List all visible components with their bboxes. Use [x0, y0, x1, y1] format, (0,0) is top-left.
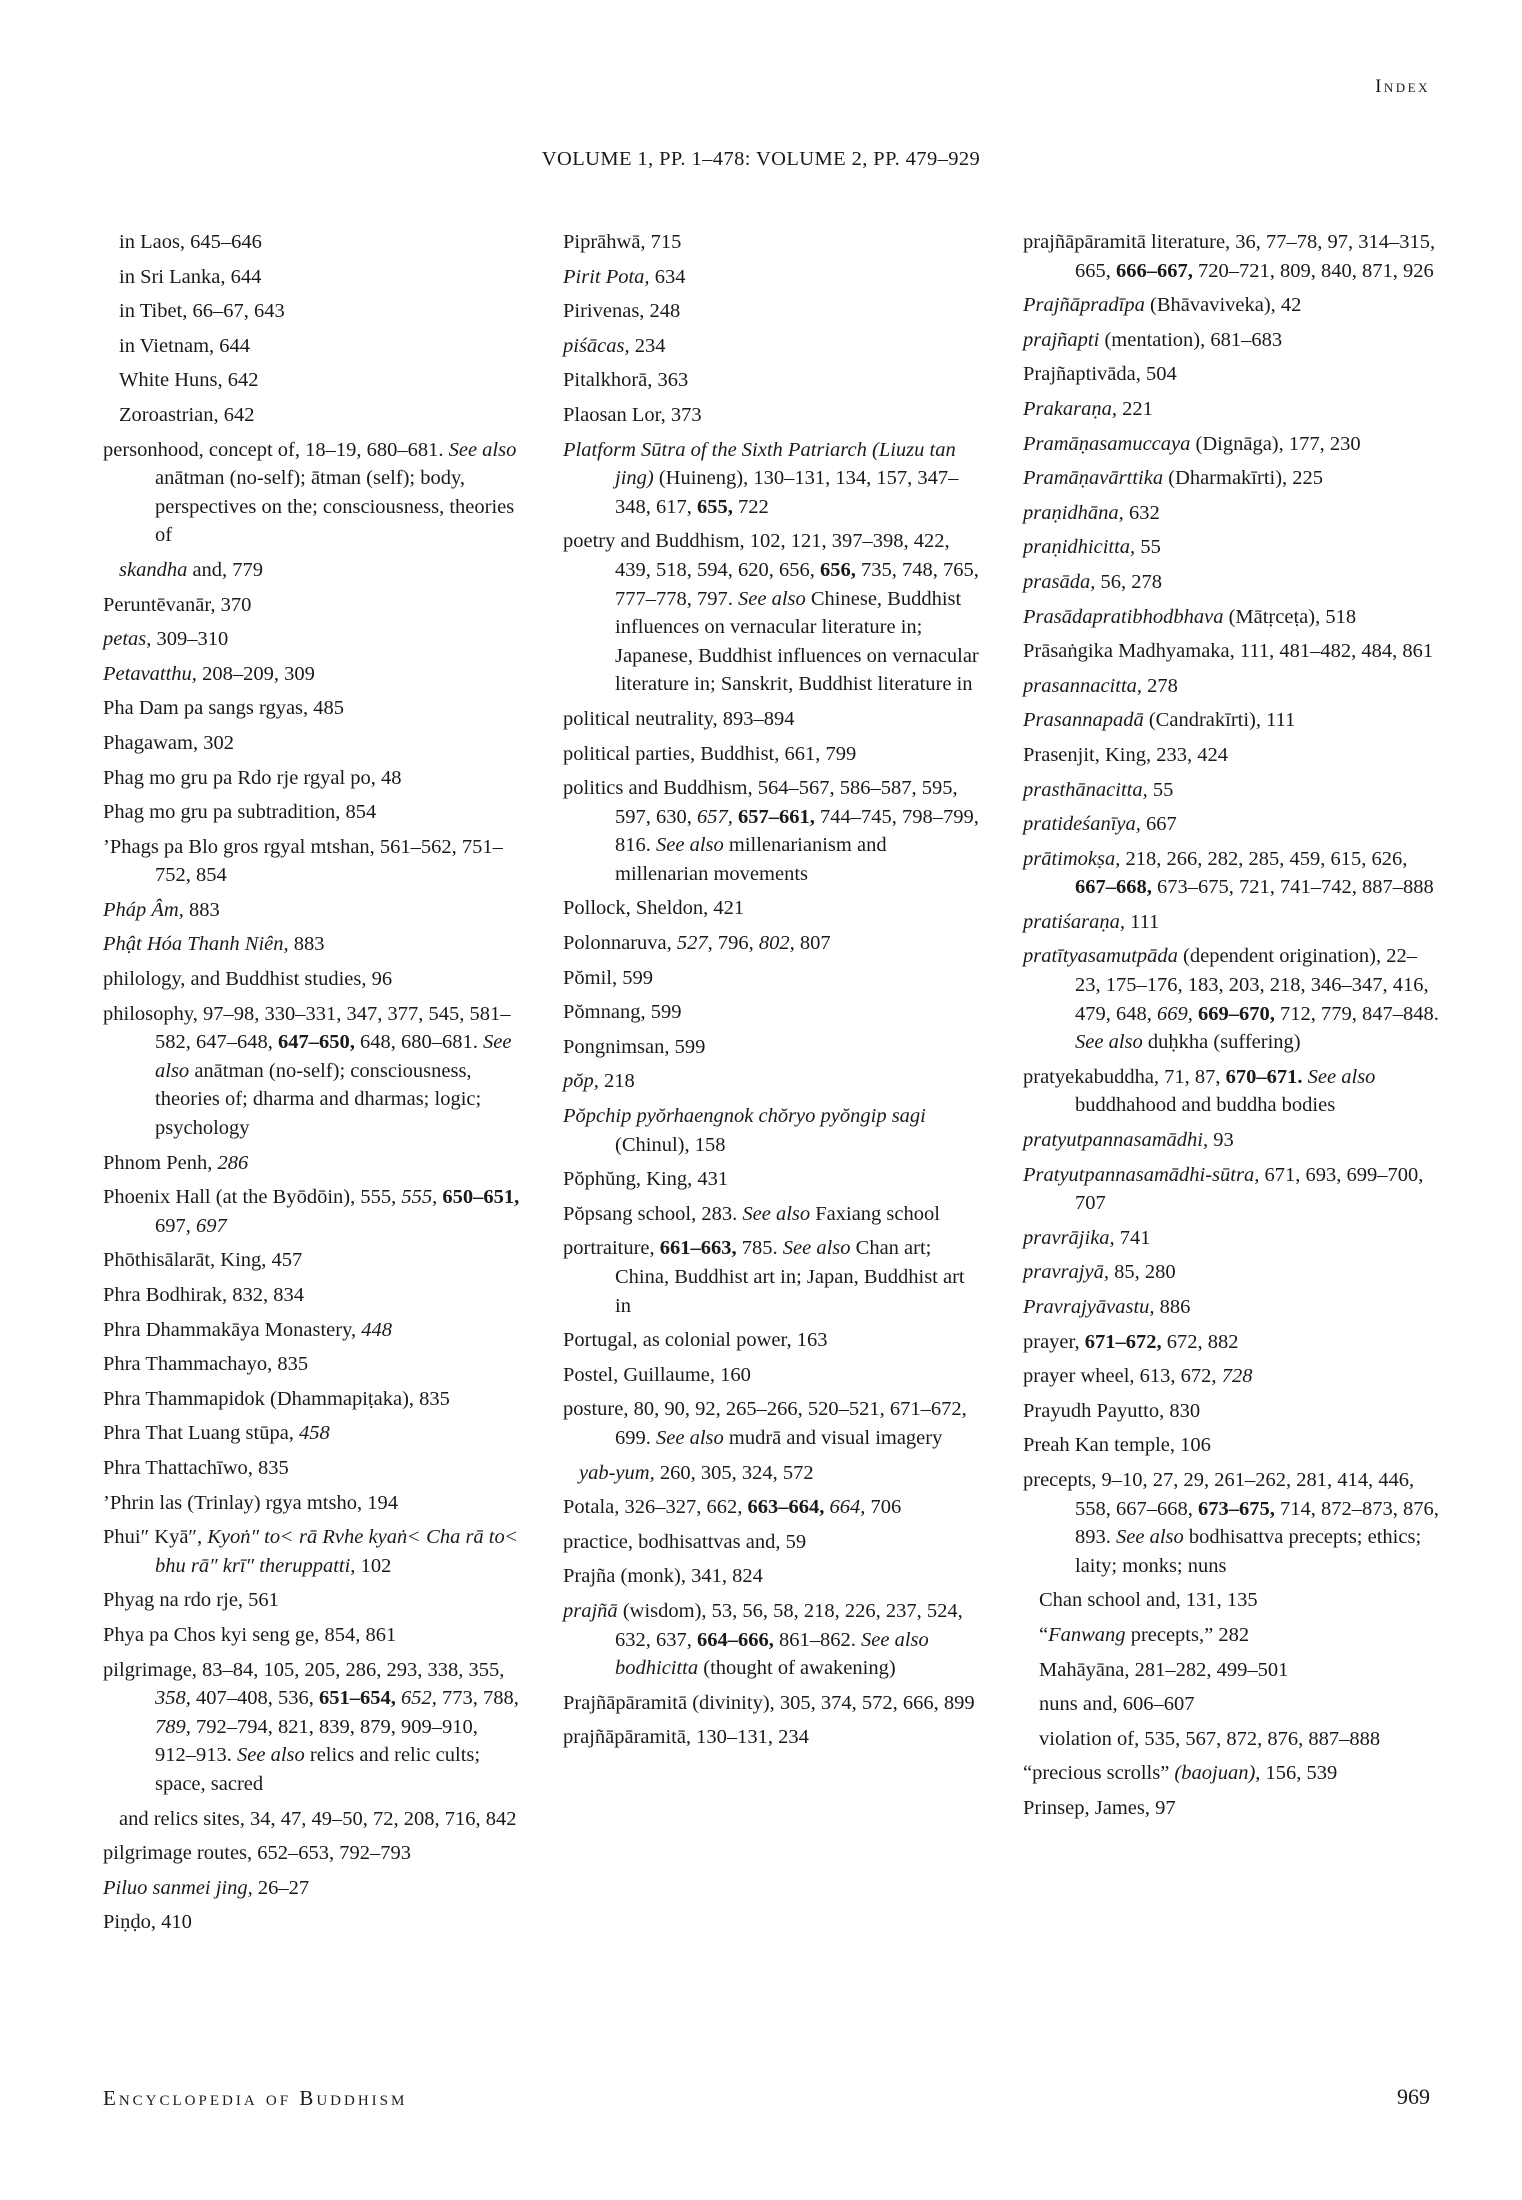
- running-header: Index: [1375, 76, 1430, 97]
- index-entry: Potala, 326–327, 662, 663–664, 664, 706: [563, 1496, 902, 1519]
- index-entry: praṇidhāna, 632: [1023, 501, 1160, 524]
- index-entry: Pŏpsang school, 283. See also Faxiang school: [563, 1202, 940, 1225]
- index-entry: pratideśanīya, 667: [1023, 813, 1177, 836]
- index-entry: portraiture, 661–663, 785. See also Chan art; China, Buddhist art in; Japan, Buddhist art in: [563, 1237, 965, 1317]
- index-entry: Peruntēvanār, 370: [103, 593, 252, 616]
- index-entry: pilgrimage routes, 652–653, 792–793: [103, 1842, 412, 1865]
- index-entry: Pramāṇasamuccaya (Dignāga), 177, 230: [1023, 432, 1361, 455]
- index-entry: Prayudh Payutto, 830: [1023, 1399, 1201, 1422]
- index-entry: Prasenjit, King, 233, 424: [1023, 743, 1228, 766]
- index-entry: philosophy, 97–98, 330–331, 347, 377, 545, 581–582, 647–648, 647–650, 648, 680–681. See also anātman (no-self); consciousness, theories of; dharma and dharmas; logic; psychology: [103, 1002, 512, 1140]
- index-subentry: in Sri Lanka, 644: [119, 265, 262, 288]
- index-entry: Preah Kan temple, 106: [1023, 1434, 1211, 1457]
- index-subentry: skandha and, 779: [119, 558, 264, 581]
- index-entry: Phra Thammapidok (Dhammapiṭaka), 835: [103, 1387, 450, 1410]
- index-entry: prajñāpāramitā literature, 36, 77–78, 97, 314–315, 665, 666–667, 720–721, 809, 840, 871, 926: [1023, 231, 1436, 282]
- index-entry: Phra Thattachīwo, 835: [103, 1456, 289, 1479]
- index-entry: Pŏmil, 599: [563, 966, 653, 989]
- index-entry: Pitalkhorā, 363: [563, 369, 689, 392]
- index-entry: Pollock, Sheldon, 421: [563, 897, 745, 920]
- index-subentry: Chan school and, 131, 135: [1039, 1589, 1258, 1612]
- index-entry: political neutrality, 893–894: [563, 707, 795, 730]
- index-entry: Phra That Luang stūpa, 458: [103, 1422, 330, 1445]
- index-entry: politics and Buddhism, 564–567, 586–587, 595, 597, 630, 657, 657–661, 744–745, 798–799, 816. See also millenarianism and millenarian movements: [563, 777, 979, 885]
- index-entry: ’Phags pa Blo gros rgyal mtshan, 561–562, 751–752, 854: [103, 835, 503, 887]
- index-entry: political parties, Buddhist, 661, 799: [563, 742, 857, 765]
- index-entry: philology, and Buddhist studies, 96: [103, 968, 393, 991]
- index-entry: piśācas, 234: [563, 334, 666, 357]
- index-entry: Phag mo gru pa Rdo rje rgyal po, 48: [103, 766, 402, 789]
- index-entry: petas, 309–310: [103, 628, 229, 651]
- index-entry: Prajñāpradīpa (Bhāvaviveka), 42: [1023, 294, 1302, 317]
- index-entry: Phra Bodhirak, 832, 834: [103, 1284, 304, 1306]
- index-entry: prayer wheel, 613, 672, 728: [1023, 1365, 1253, 1388]
- index-entry: Pŏphŭng, King, 431: [563, 1168, 729, 1191]
- index-entry: precepts, 9–10, 27, 29, 261–262, 281, 414, 446, 558, 667–668, 673–675, 714, 872–873, 876, 893. See also bodhisattva precepts; ethics; laity; monks; nuns: [1023, 1468, 1439, 1577]
- index-entry: poetry and Buddhism, 102, 121, 397–398, 422, 439, 518, 594, 620, 656, 656, 735, 748, 765, 777–778, 797. See also Chinese, Buddhist influences on vernacular literature in; Japanese, Buddhist influences on vernacular literature in; Sanskrit, Buddhist literature in: [563, 530, 979, 696]
- index-entry: Prajñāpāramitā (divinity), 305, 374, 572, 666, 899: [563, 1691, 975, 1714]
- index-entry: pŏp, 218: [563, 1070, 635, 1093]
- index-entry: Pháp Âm, 883: [103, 898, 220, 921]
- index-entry: Pravrajyāvastu, 886: [1023, 1296, 1191, 1318]
- index-column-1: [103, 228, 521, 1943]
- index-entry: pratītyasamutpāda (dependent origination), 22–23, 175–176, 183, 203, 218, 346–347, 416, 479, 648, 669, 669–670, 712, 779, 847–848. See also duḥkha (suffering): [1023, 945, 1439, 1054]
- book-title-footer: Encyclopedia of Buddhism: [103, 2086, 408, 2110]
- index-entry: pratyutpannasamādhi, 93: [1023, 1129, 1234, 1152]
- index-entry: Prasannapadā (Candrakīrti), 111: [1023, 709, 1296, 732]
- index-entry: prajñapti (mentation), 681–683: [1023, 328, 1283, 351]
- index-entry: Pŏpchip pyŏrhaengnok chŏryo pyŏngip sagi (Chinul), 158: [563, 1105, 926, 1156]
- index-subentry: violation of, 535, 567, 872, 876, 887–888: [1039, 1727, 1381, 1750]
- index-entry: prātimokṣa, 218, 266, 282, 285, 459, 615, 626, 667–668, 673–675, 721, 741–742, 887–888: [1023, 847, 1434, 899]
- index-subentry: in Tibet, 66–67, 643: [119, 300, 285, 323]
- index-column-2: [563, 228, 981, 1758]
- index-entry: personhood, concept of, 18–19, 680–681. See also anātman (no-self); ātman (self); body, perspectives on the; consciousness, theories of: [103, 438, 517, 547]
- index-entry: prasannacitta, 278: [1023, 674, 1178, 697]
- index-entry: Piprāhwā, 715: [563, 231, 682, 253]
- index-entry: Platform Sūtra of the Sixth Patriarch (Liuzu tan jing) (Huineng), 130–131, 134, 157, 347–348, 617, 655, 722: [563, 438, 959, 518]
- index-entry: prasāda, 56, 278: [1023, 570, 1162, 593]
- index-entry: prayer, 671–672, 672, 882: [1023, 1330, 1239, 1353]
- index-entry: Phyag na rdo rje, 561: [103, 1589, 279, 1612]
- index-entry: Polonnaruva, 527, 796, 802, 807: [563, 932, 831, 955]
- index-entry: pratiśaraṇa, 111: [1023, 910, 1160, 933]
- index-entry: Phya pa Chos kyi seng ge, 854, 861: [103, 1623, 397, 1646]
- index-entry: ’Phrin las (Trinlay) rgya mtsho, 194: [103, 1491, 398, 1514]
- index-subentry: yab-yum, 260, 305, 324, 572: [579, 1461, 814, 1484]
- index-entry: “precious scrolls” (baojuan), 156, 539: [1023, 1762, 1338, 1785]
- index-entry: Phật Hóa Thanh Niên, 883: [103, 933, 325, 956]
- index-entry: Pirivenas, 248: [563, 300, 681, 323]
- index-entry: pravrajyā, 85, 280: [1023, 1261, 1176, 1284]
- index-entry: Petavatthu, 208–209, 309: [103, 662, 315, 685]
- index-subentry: White Huns, 642: [119, 369, 259, 392]
- index-entry: Prasādapratibhodbhava (Mātṛceṭa), 518: [1023, 605, 1357, 628]
- index-entry: pravrājika, 741: [1023, 1226, 1151, 1249]
- index-entry: Phōthisālarāt, King, 457: [103, 1249, 303, 1272]
- index-subentry: “Fanwang precepts,” 282: [1039, 1623, 1250, 1646]
- index-entry: prajñāpāramitā, 130–131, 234: [563, 1726, 809, 1749]
- index-entry: Pratyutpannasamādhi-sūtra, 671, 693, 699–700, 707: [1023, 1163, 1424, 1215]
- index-entry: Pha Dam pa sangs rgyas, 485: [103, 697, 345, 720]
- index-entry: Piṇḍo, 410: [103, 1911, 192, 1934]
- index-column-3: [1023, 228, 1441, 1829]
- index-entry: Phra Dhammakāya Monastery, 448: [103, 1318, 393, 1341]
- index-subentry: Zoroastrian, 642: [119, 403, 255, 426]
- index-entry: practice, bodhisattvas and, 59: [563, 1530, 807, 1553]
- index-entry: Pongnimsan, 599: [563, 1035, 706, 1058]
- index-subentry: in Vietnam, 644: [119, 334, 251, 357]
- index-subentry: nuns and, 606–607: [1039, 1693, 1195, 1716]
- index-entry: Pirit Pota, 634: [563, 265, 686, 288]
- page-number: 969: [1397, 2084, 1430, 2109]
- index-subentry: and relics sites, 34, 47, 49–50, 72, 208, 716, 842: [119, 1807, 517, 1830]
- index-entry: Prakaraṇa, 221: [1023, 397, 1153, 420]
- index-entry: praṇidhicitta, 55: [1023, 536, 1161, 559]
- index-entry: Phag mo gru pa subtradition, 854: [103, 801, 377, 824]
- index-entry: prajñā (wisdom), 53, 56, 58, 218, 226, 237, 524, 632, 637, 664–666, 861–862. See also bodhicitta (thought of awakening): [563, 1599, 963, 1680]
- index-entry: Plaosan Lor, 373: [563, 403, 702, 426]
- index-entry: Portugal, as colonial power, 163: [563, 1329, 828, 1352]
- index-entry: Pramāṇavārttika (Dharmakīrti), 225: [1023, 467, 1324, 490]
- index-entry: Postel, Guillaume, 160: [563, 1363, 751, 1386]
- index-entry: posture, 80, 90, 92, 265–266, 520–521, 671–672, 699. See also mudrā and visual imagery: [563, 1398, 967, 1449]
- index-entry: Piluo sanmei jing, 26–27: [103, 1876, 310, 1899]
- index-entry: Prāsaṅgika Madhyamaka, 111, 481–482, 484, 861: [1023, 640, 1434, 663]
- index-entry: prasthānacitta, 55: [1023, 778, 1174, 801]
- index-entry: Prajña (monk), 341, 824: [563, 1565, 763, 1588]
- index-entry: Prinsep, James, 97: [1023, 1796, 1176, 1819]
- index-subentry: Mahāyāna, 281–282, 499–501: [1039, 1658, 1289, 1681]
- index-entry: Pŏmnang, 599: [563, 1001, 682, 1024]
- index-entry: Phui″ Kyā″, Kyoṅ″ to˂ rā Rvhe kyaṅ˂ Cha rā to˂ bhu rā″ krī″ theruppatti, 102: [103, 1526, 519, 1577]
- index-entry: Phra Thammachayo, 835: [103, 1353, 309, 1376]
- index-subentry: in Laos, 645–646: [119, 231, 262, 253]
- index-entry: Phnom Penh, 286: [103, 1151, 249, 1174]
- index-entry: pratyekabuddha, 71, 87, 670–671. See also buddhahood and buddha bodies: [1023, 1065, 1376, 1117]
- index-entry: Phoenix Hall (at the Byōdōin), 555, 555, 650–651, 697, 697: [103, 1186, 520, 1237]
- index-entry: Phagawam, 302: [103, 731, 234, 754]
- index-entry: pilgrimage, 83–84, 105, 205, 286, 293, 338, 355, 358, 407–408, 536, 651–654, 652, 773, 788, 789, 792–794, 821, 839, 879, 909–910, 912–913. See also relics and relic cults; space, sacred: [103, 1658, 519, 1795]
- index-entry: Prajñaptivāda, 504: [1023, 363, 1177, 386]
- volume-range-heading: VOLUME 1, PP. 1–478: VOLUME 2, PP. 479–929: [541, 148, 981, 170]
